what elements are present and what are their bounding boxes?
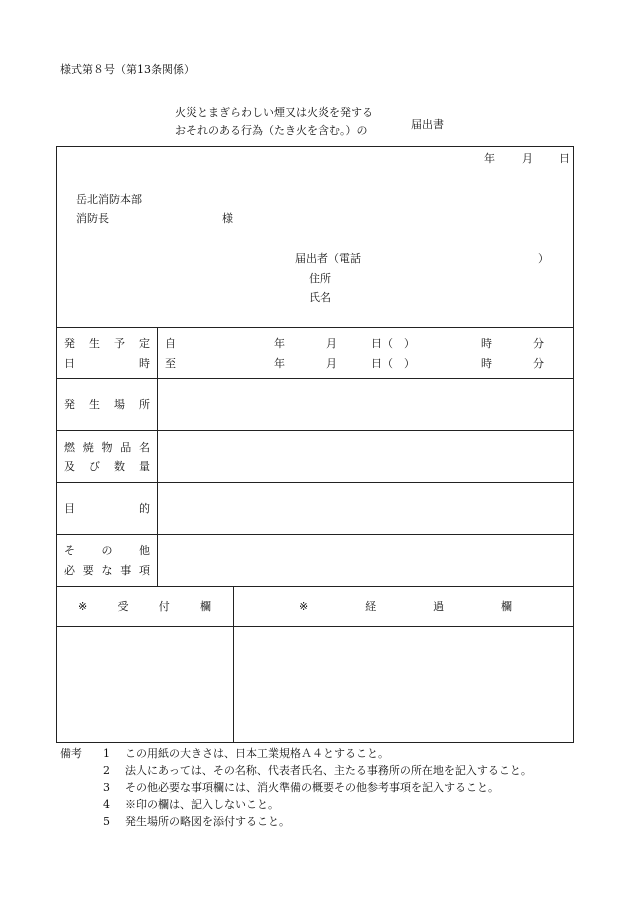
title-suffix: 届出書 [411, 118, 444, 131]
date-year-label: 年 [484, 152, 495, 165]
date-month-label: 月 [522, 152, 533, 165]
schedule-to-year: 年 [274, 357, 285, 370]
title-line-2: おそれのある行為（たき火を含む。）の [175, 124, 368, 137]
other-label-line1: そ の 他 [64, 544, 150, 557]
applicant-address-label: 住所 [309, 272, 331, 285]
label-column-divider [157, 327, 158, 586]
divider [56, 327, 574, 328]
note-number: 3 [103, 781, 110, 794]
schedule-from-month: 月 [326, 337, 337, 350]
schedule-to-label: 至 [165, 357, 176, 370]
location-label: 発 生 場 所 [64, 398, 150, 411]
schedule-to-minute: 分 [533, 357, 544, 370]
schedule-to-day: 日（ ） [371, 357, 415, 370]
applicant-phone-label: 届出者（電話 [295, 252, 361, 265]
divider [56, 534, 574, 535]
divider [56, 378, 574, 379]
note-text: 法人にあっては、その名称、代表者氏名、主たる事務所の所在地を記入すること。 [125, 764, 532, 777]
schedule-from-label: 自 [165, 337, 176, 350]
title-line-1: 火災とまぎらわしい煙又は火炎を発する [175, 106, 373, 119]
note-text: 発生場所の略図を添付すること。 [125, 815, 290, 828]
addressee-honorific: 様 [222, 212, 233, 225]
divider [56, 626, 574, 627]
schedule-label-line2: 日 時 [64, 357, 150, 370]
note-text: ※印の欄は、記入しないこと。 [125, 798, 279, 811]
progress-column-header: ※ 経 過 欄 [299, 600, 512, 613]
divider [56, 586, 574, 587]
note-text: その他必要な事項欄には、消火準備の概要その他参考事項を記入すること。 [125, 781, 499, 794]
divider [56, 482, 574, 483]
note-number: 2 [103, 764, 110, 777]
schedule-from-year: 年 [274, 337, 285, 350]
date-day-label: 日 [559, 152, 570, 165]
schedule-from-hour: 時 [481, 337, 492, 350]
reception-column-header: ※ 受 付 欄 [78, 600, 211, 613]
note-number: 5 [103, 815, 110, 828]
note-number: 4 [103, 798, 110, 811]
applicant-phone-close: ） [538, 252, 549, 265]
notes-label: 備考 [60, 747, 82, 760]
schedule-from-day: 日（ ） [371, 337, 415, 350]
form-number: 様式第８号（第13条関係） [60, 63, 195, 76]
schedule-to-month: 月 [326, 357, 337, 370]
other-label-line2: 必 要 な 事 項 [64, 564, 150, 577]
note-number: 1 [103, 747, 110, 760]
addressee-chief: 消防長 [76, 212, 109, 225]
purpose-label: 目 的 [64, 502, 150, 515]
applicant-name-label: 氏名 [309, 291, 331, 304]
burned-items-label-line1: 燃 焼 物 品 名 [64, 441, 150, 454]
schedule-to-hour: 時 [481, 357, 492, 370]
addressee-org: 岳北消防本部 [76, 193, 142, 206]
burned-items-label-line2: 及 び 数 量 [64, 460, 150, 473]
bottom-column-divider [233, 586, 234, 743]
divider [56, 430, 574, 431]
schedule-label-line1: 発 生 予 定 [64, 337, 150, 350]
schedule-from-minute: 分 [533, 337, 544, 350]
note-text: この用紙の大きさは、日本工業規格Ａ４とすること。 [125, 747, 389, 760]
